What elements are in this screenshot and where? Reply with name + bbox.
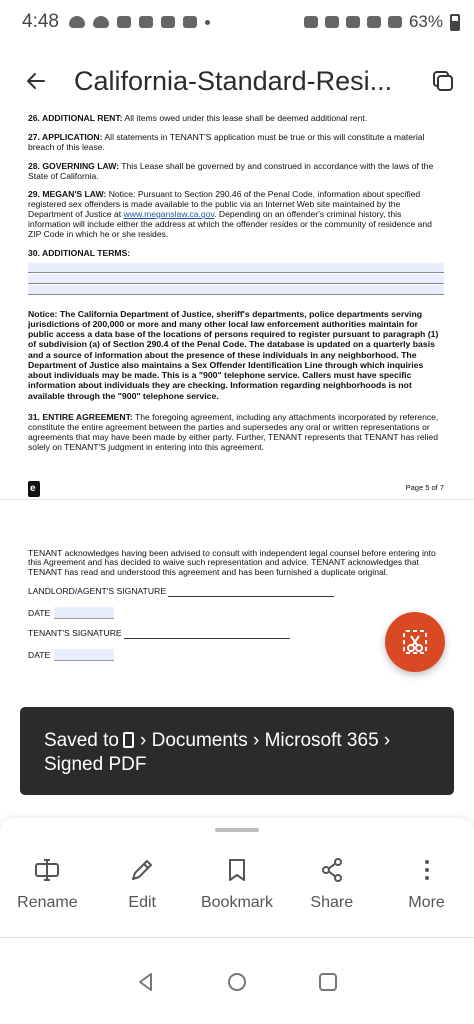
- app-bar: [0, 52, 474, 110]
- clause-text: All items owed under this lease shall be deemed additional rent.: [124, 114, 368, 123]
- document-logo-icon: [28, 481, 40, 497]
- system-nav-bar: [0, 940, 474, 1024]
- wifi-icon: [367, 16, 381, 28]
- date-label: DATE: [28, 650, 51, 661]
- clause-text: This Lease shall be governed by and construed in accordance with the laws of the State of California.: [28, 160, 434, 181]
- meganslaw-link[interactable]: www.meganslaw.ca.gov: [123, 209, 215, 220]
- share-label: Share: [310, 894, 354, 911]
- landlord-date-row: [28, 607, 444, 619]
- page-number: Page 5 of 7: [405, 483, 444, 493]
- scan-sign-fab[interactable]: [385, 612, 445, 672]
- bookmark-label: Bookmark: [200, 894, 273, 911]
- megans-law-notice: Notice: The California Department of Justice, sheriff's departments, police departments serving jurisdictions of 200,000 or more and many other local law enforcement authorities maintain for public access a data base of the locations of persons required to register pursuant to paragraph (1) of subdivision (a) of Section 290.4 of the Penal Code. The database is updated on a quarterly basis and a source of information about the presence of these individuals in any neighborhood. The Department of Justice also maintains a Sex Offender Identification Line through which inquiries about individuals may be made. This is a "900" telephone service. Callers must have specific information about individuals they are checking. Information regarding neighborhoods is not available through the "900" telephone service.: [28, 308, 439, 401]
- tenant-signature-label: TENANT'S SIGNATURE: [28, 628, 122, 639]
- mute-icon: [346, 16, 360, 28]
- document-title: California-Standard-Resi...: [74, 65, 393, 96]
- additional-terms-fields: [28, 263, 444, 295]
- play-icon: [161, 16, 175, 28]
- page-separator: [0, 499, 474, 539]
- snackbar-line-1: [44, 729, 430, 753]
- device-icon: [123, 732, 134, 748]
- nav-recents-icon[interactable]: [317, 971, 339, 993]
- sheet-drag-handle[interactable]: [215, 828, 259, 832]
- saved-snackbar[interactable]: [20, 707, 454, 795]
- more-button[interactable]: [387, 856, 467, 912]
- battery-icon: [450, 14, 460, 31]
- clause-heading: 29. MEGAN'S LAW:: [28, 189, 107, 200]
- copy-icon: [431, 69, 455, 93]
- nav-back-icon[interactable]: [135, 971, 157, 993]
- share-button[interactable]: [292, 856, 372, 912]
- rename-label: Rename: [17, 894, 78, 911]
- clause-heading: 26. ADDITIONAL RENT:: [28, 114, 123, 123]
- clause-heading: 31. ENTIRE AGREEMENT:: [28, 412, 133, 423]
- phone-icon: [117, 16, 131, 28]
- snackbar-folder: Signed PDF: [44, 754, 147, 775]
- status-time: 4:48: [22, 11, 59, 32]
- edit-label: Edit: [128, 894, 156, 911]
- page-footer: [28, 479, 444, 499]
- wifi-calling-icon: [325, 16, 339, 28]
- cloud-icon: [93, 16, 109, 28]
- edit-button[interactable]: [102, 856, 182, 912]
- acknowledgement-text: TENANT acknowledges having been advised to consult with independent legal counsel before entering into this Agreement and has decided to waive such representation and advice. TENANT acknowledges that TENANT has read and understood this agreement and has been furnished a duplicate original.: [28, 547, 436, 578]
- more-label: More: [408, 894, 445, 911]
- more-notifications-dot: [205, 20, 210, 25]
- rename-icon: [33, 856, 61, 884]
- bookmark-icon: [223, 856, 251, 884]
- actions-sheet: [0, 818, 474, 938]
- bookmark-button[interactable]: [197, 856, 277, 912]
- alarm-icon: [304, 16, 318, 28]
- tenant-date-row: [28, 649, 444, 661]
- clause-heading: 28. GOVERNING LAW:: [28, 160, 120, 171]
- cloud-icon: [69, 16, 85, 28]
- snackbar-prefix: Saved to: [44, 730, 119, 751]
- additional-terms-line[interactable]: [28, 263, 444, 273]
- clause-31: [28, 413, 444, 453]
- scan-cut-icon: [400, 627, 430, 657]
- landlord-signature-label: LANDLORD/AGENT'S SIGNATURE: [28, 586, 167, 597]
- clause-text: . Depending on an offender's criminal history, this information will include either the address at which the offender resides or the community of residence and ZIP Code in which he or she resides.: [28, 209, 432, 239]
- date-label: DATE: [28, 608, 51, 619]
- clause-30: [28, 249, 444, 259]
- clause-29: [28, 190, 444, 239]
- clause-text: All statements in TENANT'S application must be true or this will constitute a material breach of this lease.: [28, 131, 425, 152]
- document-page-6: [28, 539, 444, 662]
- notification-icons: [69, 16, 210, 28]
- rename-button[interactable]: [7, 856, 87, 912]
- clause-heading: 30. ADDITIONAL TERMS:: [28, 247, 131, 258]
- additional-terms-line[interactable]: [28, 285, 444, 295]
- tenant-signature-field[interactable]: [124, 629, 290, 639]
- more-vertical-icon: [413, 856, 441, 884]
- tenant-date-field[interactable]: [54, 649, 114, 661]
- system-icons: [304, 12, 460, 32]
- clause-heading: 27. APPLICATION:: [28, 131, 103, 142]
- clause-26: [28, 114, 444, 124]
- landlord-signature-row: [28, 587, 444, 597]
- status-bar: [0, 0, 474, 44]
- battery-percent: 63%: [408, 12, 443, 31]
- additional-terms-line[interactable]: [28, 274, 444, 284]
- clause-text: The foregoing agreement, including any attachments incorporated by reference, constitute the entire agreement between the parties and supersedes any oral or written representations or agreements that may have been made by either party. Further, TENANT represents that TENANT has relied solely on TENANT'S judgment in entering into this agreement.: [28, 412, 439, 452]
- nav-home-icon[interactable]: [226, 971, 248, 993]
- document-page-5: [0, 114, 474, 661]
- clause-text: Notice: Pursuant to Section 290.46 of the Penal Code, information about specified registered sex offenders is made available to the public via an Internet Web site maintained by the Department of Justice at: [28, 189, 421, 220]
- landlord-signature-field[interactable]: [168, 587, 334, 597]
- clause-28: [28, 162, 444, 182]
- outlook-icon: [139, 16, 153, 28]
- clause-27: [28, 133, 444, 153]
- action-bar: [0, 856, 474, 912]
- back-button[interactable]: [16, 61, 56, 101]
- copy-button[interactable]: [426, 64, 460, 98]
- landlord-date-field[interactable]: [54, 607, 114, 619]
- image-icon: [183, 16, 197, 28]
- share-icon: [318, 856, 346, 884]
- snackbar-path: › Documents › Microsoft 365 ›: [140, 730, 391, 751]
- divider: [0, 937, 474, 938]
- pencil-icon: [128, 856, 156, 884]
- tenant-signature-row: [28, 629, 444, 639]
- signal-icon: [388, 16, 402, 28]
- back-arrow-icon: [24, 69, 48, 93]
